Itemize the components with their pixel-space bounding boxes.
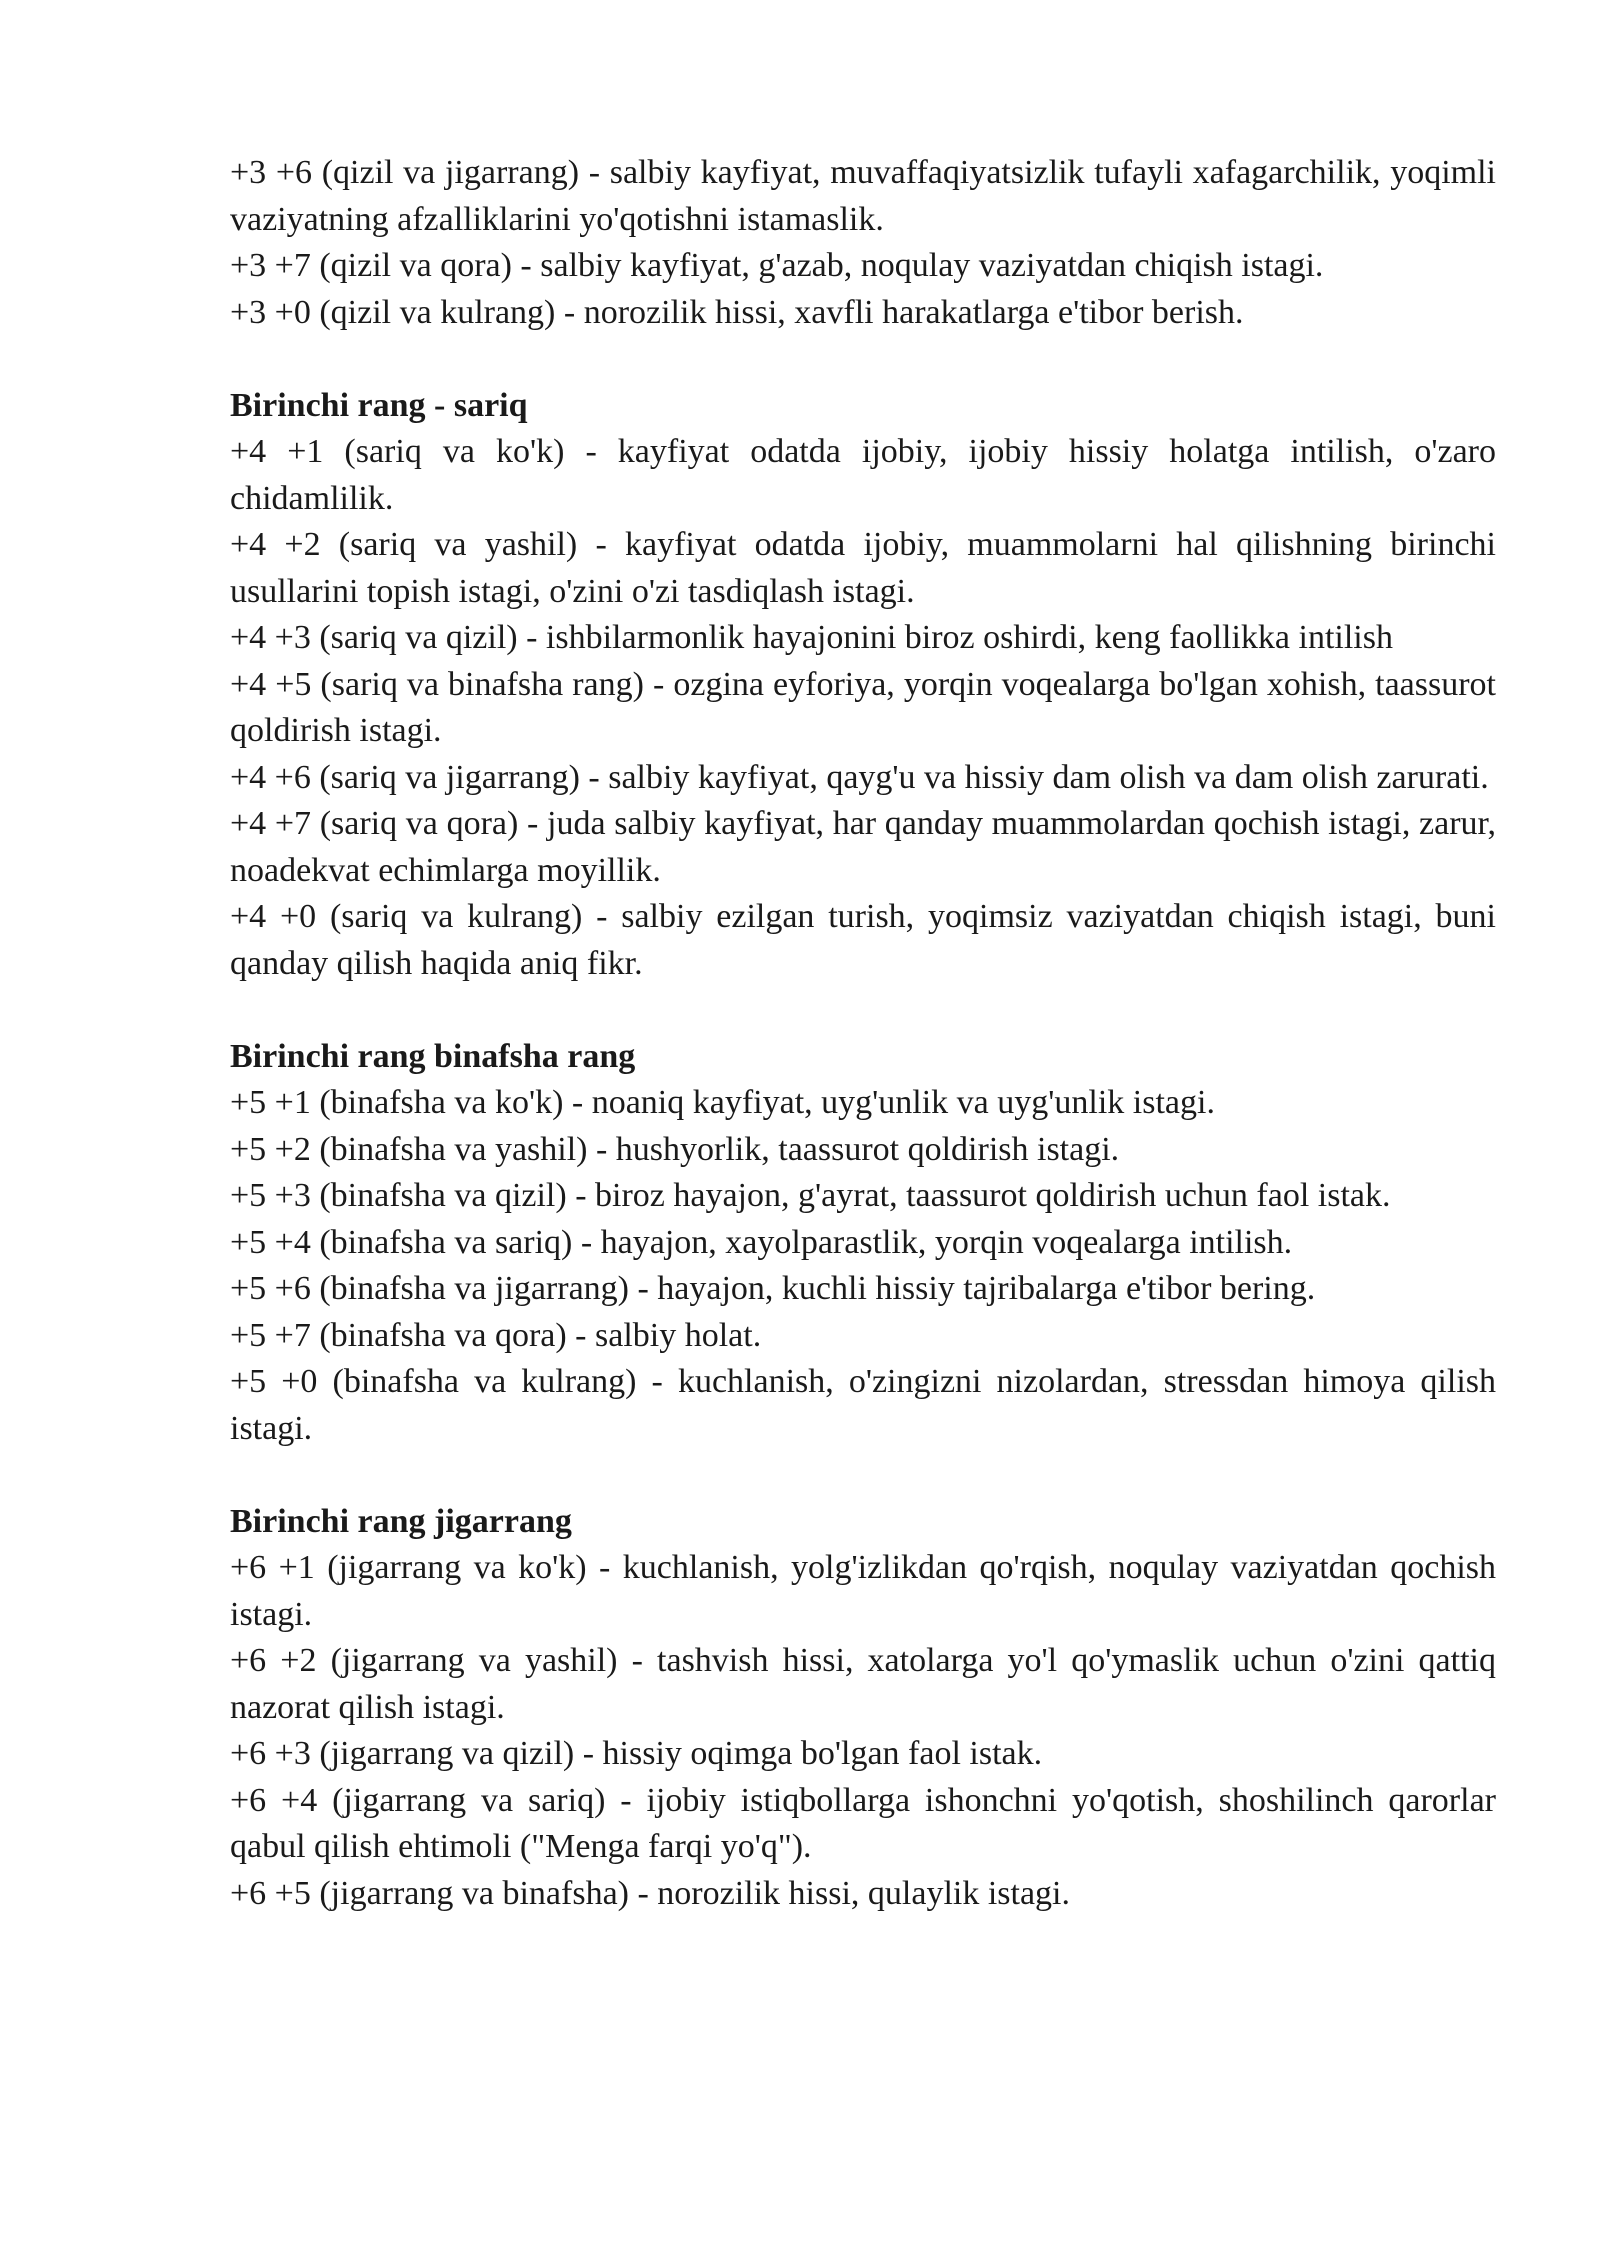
section-spacer	[230, 336, 1496, 383]
list-item: +4 +2 (sariq va yashil) - kayfiyat odatda ijobiy, muammolarni hal qilishning birinchi usullarini topish istagi, o'zini o'zi tasdiqlash istagi.	[230, 526, 1496, 610]
list-item: +5 +4 (binafsha va sariq) - hayajon, xayolparastlik, yorqin voqealarga intilish.	[230, 1223, 1293, 1261]
list-item: +5 +6 (binafsha va jigarrang) - hayajon, kuchli hissiy tajribalarga e'tibor bering.	[230, 1270, 1316, 1307]
list-item: +4 +7 (sariq va qora) - juda salbiy kayfiyat, har qanday muammolardan qochish istagi, zarur, noadekvat echimlarga moyillik.	[230, 805, 1496, 889]
list-item: +3 +6 (qizil va jigarrang) - salbiy kayfiyat, muvaffaqiyatsizlik tufayli xafagarchilik, yoqimli vaziyatning afzalliklarini yo'qotishni istamaslik.	[230, 154, 1496, 238]
list-item: +4 +3 (sariq va qizil) - ishbilarmonlik hayajonini biroz oshirdi, keng faollikka intilish	[230, 619, 1393, 656]
section-brown	[230, 1499, 1496, 1918]
list-item: +5 +1 (binafsha va ko'k) - noaniq kayfiyat, uyg'unlik va uyg'unlik istagi.	[230, 1084, 1215, 1121]
section-purple	[230, 1034, 1496, 1453]
list-item: +6 +5 (jigarrang va binafsha) - norozilik hissi, qulaylik istagi.	[230, 1874, 1071, 1912]
list-item: +3 +0 (qizil va kulrang) - norozilik hissi, xavfli harakatlarga e'tibor berish.	[230, 293, 1244, 331]
list-item: +6 +1 (jigarrang va ko'k) - kuchlanish, yolg'izlikdan qo'rqish, noqulay vaziyatdan qochish istagi.	[230, 1549, 1496, 1633]
document-page	[230, 150, 1496, 1917]
list-item: +4 +6 (sariq va jigarrang) - salbiy kayfiyat, qayg'u va hissiy dam olish va dam olish zarurati.	[230, 758, 1489, 796]
intro-block	[230, 150, 1496, 336]
section-spacer	[230, 1452, 1496, 1499]
list-item: +5 +0 (binafsha va kulrang) - kuchlanish, o'zingizni nizolardan, stressdan himoya qilish istagi.	[230, 1363, 1496, 1447]
section-heading: Birinchi rang jigarrang	[230, 1502, 572, 1540]
list-item: +4 +5 (sariq va binafsha rang) - ozgina eyforiya, yorqin voqealarga bo'lgan xohish, taassurot qoldirish istagi.	[230, 665, 1496, 749]
section-spacer	[230, 987, 1496, 1034]
list-item: +5 +7 (binafsha va qora) - salbiy holat.	[230, 1316, 762, 1354]
list-item: +4 +1 (sariq va ko'k) - kayfiyat odatda ijobiy, ijobiy hissiy holatga intilish, o'zaro chidamlilik.	[230, 433, 1496, 517]
list-item: +6 +3 (jigarrang va qizil) - hissiy oqimga bo'lgan faol istak.	[230, 1735, 1043, 1772]
list-item: +4 +0 (sariq va kulrang) - salbiy ezilgan turish, yoqimsiz vaziyatdan chiqish istagi, buni qanday qilish haqida aniq fikr.	[230, 898, 1496, 982]
list-item: +5 +2 (binafsha va yashil) - hushyorlik, taassurot qoldirish istagi.	[230, 1130, 1120, 1168]
list-item: +3 +7 (qizil va qora) - salbiy kayfiyat, g'azab, noqulay vaziyatdan chiqish istagi.	[230, 247, 1324, 284]
section-heading: Birinchi rang - sariq	[230, 386, 528, 424]
list-item: +6 +4 (jigarrang va sariq) - ijobiy istiqbollarga ishonchni yo'qotish, shoshilinch qarorlar qabul qilish ehtimoli ("Menga farqi yo'q").	[230, 1781, 1496, 1865]
section-yellow	[230, 383, 1496, 988]
list-item: +5 +3 (binafsha va qizil) - biroz hayajon, g'ayrat, taassurot qoldirish uchun faol istak.	[230, 1177, 1391, 1214]
section-heading: Birinchi rang binafsha rang	[230, 1037, 636, 1075]
list-item: +6 +2 (jigarrang va yashil) - tashvish hissi, xatolarga yo'l qo'ymaslik uchun o'zini qattiq nazorat qilish istagi.	[230, 1642, 1496, 1726]
